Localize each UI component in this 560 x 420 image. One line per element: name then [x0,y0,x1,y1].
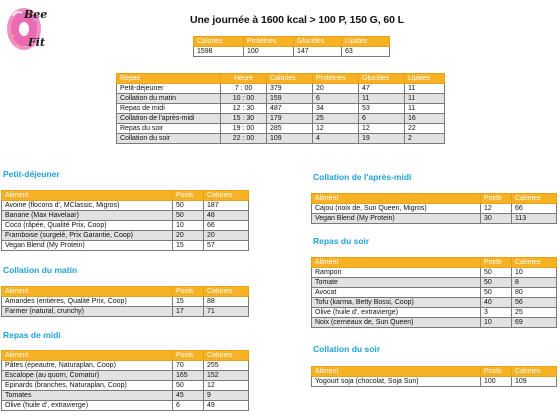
food-weight: 15 [173,297,204,307]
food-header: Aliment [312,194,481,204]
collation-apres-midi-table [311,193,557,224]
section-title-collation-soir: Collation du soir [313,344,381,354]
meal-name: Petit-déjeuner [117,84,221,94]
food-name: Vegan Blend (My Protein) [312,214,481,224]
repas-midi-table [1,350,249,411]
meal-fat: 16 [405,114,445,124]
meals-header: Heure [221,74,267,84]
meal-carbs: 12 [359,124,405,134]
food-calories: 10 [512,268,557,278]
table-row [312,278,557,288]
meal-fat: 11 [405,84,445,94]
food-header: Poids [481,194,512,204]
meal-fat: 22 [405,124,445,134]
food-weight: 30 [481,214,512,224]
food-calories: 71 [204,307,249,317]
page-title: Une journée à 1600 kcal > 100 P, 150 G, 60 L [190,14,404,26]
table-row [312,308,557,318]
food-header: Aliment [312,258,481,268]
collation-matin-table [1,286,249,317]
table-row [312,268,557,278]
meal-protein: 12 [313,124,359,134]
summary-table [193,36,390,57]
section-title-repas-soir: Repas du soir [313,236,370,246]
meal-protein: 4 [313,134,359,144]
food-name: Banane (Max Havelaar) [2,211,173,221]
food-name: Amandes (entières, Qualité Prix, Coop) [2,297,173,307]
food-weight: 50 [481,268,512,278]
food-weight: 70 [173,361,204,371]
table-row [2,391,249,401]
food-weight: 50 [173,381,204,391]
food-weight: 10 [173,221,204,231]
food-header: Poids [173,191,204,201]
meal-carbs: 6 [359,114,405,124]
food-calories: 57 [204,241,249,251]
food-weight: 3 [481,308,512,318]
meal-name: Repas du soir [117,124,221,134]
table-row [312,318,557,328]
meals-header: Calories [267,74,313,84]
food-weight: 100 [481,377,512,387]
food-name: Coco (râpée, Qualité Prix, Coop) [2,221,173,231]
food-calories: 69 [512,318,557,328]
food-name: Rampon [312,268,481,278]
table-row [2,231,249,241]
food-header: Aliment [312,367,481,377]
meal-calories: 159 [267,94,313,104]
meal-time: 15 : 30 [221,114,267,124]
food-header: Calories [204,191,249,201]
table-row [2,201,249,211]
meal-name: Collation du matin [117,94,221,104]
food-header: Poids [173,287,204,297]
table-row [312,298,557,308]
food-calories: 113 [512,214,557,224]
meal-name: Collation du soir [117,134,221,144]
brand-logo [4,2,56,60]
summary-value: 1598 [194,47,244,57]
food-weight: 50 [173,201,204,211]
meal-name: Repas de midi [117,104,221,114]
food-header: Calories [512,258,557,268]
meal-calories: 179 [267,114,313,124]
food-weight: 20 [173,231,204,241]
meals-header: Repas [117,74,221,84]
food-calories: 49 [204,401,249,411]
table-row [2,211,249,221]
meal-time: 7 : 00 [221,84,267,94]
food-weight: 50 [173,211,204,221]
food-weight: 50 [481,288,512,298]
table-row [117,94,445,104]
food-name: Tomate [312,278,481,288]
food-calories: 66 [204,221,249,231]
table-row [2,297,249,307]
food-header: Calories [512,194,557,204]
meal-time: 12 : 30 [221,104,267,114]
food-calories: 255 [204,361,249,371]
table-row [2,307,249,317]
meal-calories: 109 [267,134,313,144]
meal-protein: 25 [313,114,359,124]
food-name: Noix (cerneaux de, Sun Queen) [312,318,481,328]
food-weight: 10 [481,318,512,328]
table-row [312,377,557,387]
food-name: Vegan Blend (My Protein) [2,241,173,251]
food-name: Epinards (branches, Naturaplan, Coop) [2,381,173,391]
food-name: Framboise (surgelé, Prix Garantie, Coop) [2,231,173,241]
food-weight: 15 [173,241,204,251]
food-name: Escalope (au quorn, Cornatur) [2,371,173,381]
table-row [2,371,249,381]
table-row [2,241,249,251]
food-calories: 88 [204,297,249,307]
table-row [117,124,445,134]
food-calories: 48 [204,211,249,221]
food-name: Yogourt soja (chocolat, Soja Sun) [312,377,481,387]
food-weight: 45 [173,391,204,401]
meal-protein: 34 [313,104,359,114]
section-title-collation-apres-midi: Collation de l'après-midi [313,172,412,182]
food-name: Farmer (natural, crunchy) [2,307,173,317]
food-name: Pâtes (épeautre, Naturaplan, Coop) [2,361,173,371]
table-row [2,401,249,411]
table-row [117,104,445,114]
table-row [312,288,557,298]
food-calories: 56 [512,298,557,308]
meals-table [116,73,445,144]
section-title-petit-dejeuner: Petit-déjeuner [3,169,60,179]
food-weight: 17 [173,307,204,317]
summary-header: Glucides [294,37,342,47]
summary-header: Protéines [244,37,294,47]
food-header: Poids [481,258,512,268]
food-weight: 12 [481,204,512,214]
table-row [117,134,445,144]
food-calories: 80 [512,288,557,298]
meal-carbs: 11 [359,94,405,104]
table-row [2,221,249,231]
table-row [2,381,249,391]
summary-value: 100 [244,47,294,57]
meal-time: 22 : 00 [221,134,267,144]
repas-soir-table [311,257,557,328]
food-header: Aliment [2,191,173,201]
food-header: Poids [173,351,204,361]
food-calories: 152 [204,371,249,381]
meal-calories: 487 [267,104,313,114]
food-weight: 50 [481,278,512,288]
meals-header: Lipides [405,74,445,84]
meal-carbs: 19 [359,134,405,144]
petit-dejeuner-table [1,190,249,251]
food-header: Aliment [2,287,173,297]
food-header: Aliment [2,351,173,361]
summary-header: Calories [194,37,244,47]
summary-value: 63 [342,47,390,57]
food-weight: 6 [173,401,204,411]
table-row [2,361,249,371]
collation-soir-table [311,366,557,387]
food-name: Cajou (noix de, Sun Queen, Migros) [312,204,481,214]
meal-fat: 11 [405,104,445,114]
food-calories: 8 [512,278,557,288]
meal-calories: 379 [267,84,313,94]
food-header: Calories [512,367,557,377]
food-name: Olive (huile d', extravierge) [2,401,173,411]
table-row [312,214,557,224]
meal-name: Collation de l'après-midi [117,114,221,124]
table-row [117,84,445,94]
food-header: Calories [204,287,249,297]
meal-carbs: 47 [359,84,405,94]
food-name: Avoine (flocons d', MClassic, Migros) [2,201,173,211]
meal-time: 19 : 00 [221,124,267,134]
food-name: Tofu (karma, Betty Bossi, Coop) [312,298,481,308]
table-row [312,204,557,214]
meal-fat: 11 [405,94,445,104]
food-calories: 9 [204,391,249,401]
food-weight: 40 [481,298,512,308]
meals-header: Glucides [359,74,405,84]
food-calories: 66 [512,204,557,214]
food-calories: 25 [512,308,557,318]
brand-word-2: Fit [28,36,46,49]
food-header: Calories [204,351,249,361]
section-title-collation-matin: Collation du matin [3,265,78,275]
summary-value: 147 [294,47,342,57]
food-calories: 20 [204,231,249,241]
summary-header: Lipides [342,37,390,47]
food-calories: 187 [204,201,249,211]
food-name: Tomates [2,391,173,401]
meal-calories: 285 [267,124,313,134]
food-header: Poids [481,367,512,377]
meals-header: Protéines [313,74,359,84]
food-name: Olive (huile d', extravierge) [312,308,481,318]
meal-protein: 6 [313,94,359,104]
meal-carbs: 53 [359,104,405,114]
food-calories: 109 [512,377,557,387]
section-title-repas-midi: Repas de midi [3,330,61,340]
meal-protein: 20 [313,84,359,94]
food-calories: 12 [204,381,249,391]
meal-fat: 2 [405,134,445,144]
food-weight: 165 [173,371,204,381]
food-name: Avocat [312,288,481,298]
brand-word-1: Bee [24,8,48,21]
meal-time: 10 : 00 [221,94,267,104]
table-row [117,114,445,124]
